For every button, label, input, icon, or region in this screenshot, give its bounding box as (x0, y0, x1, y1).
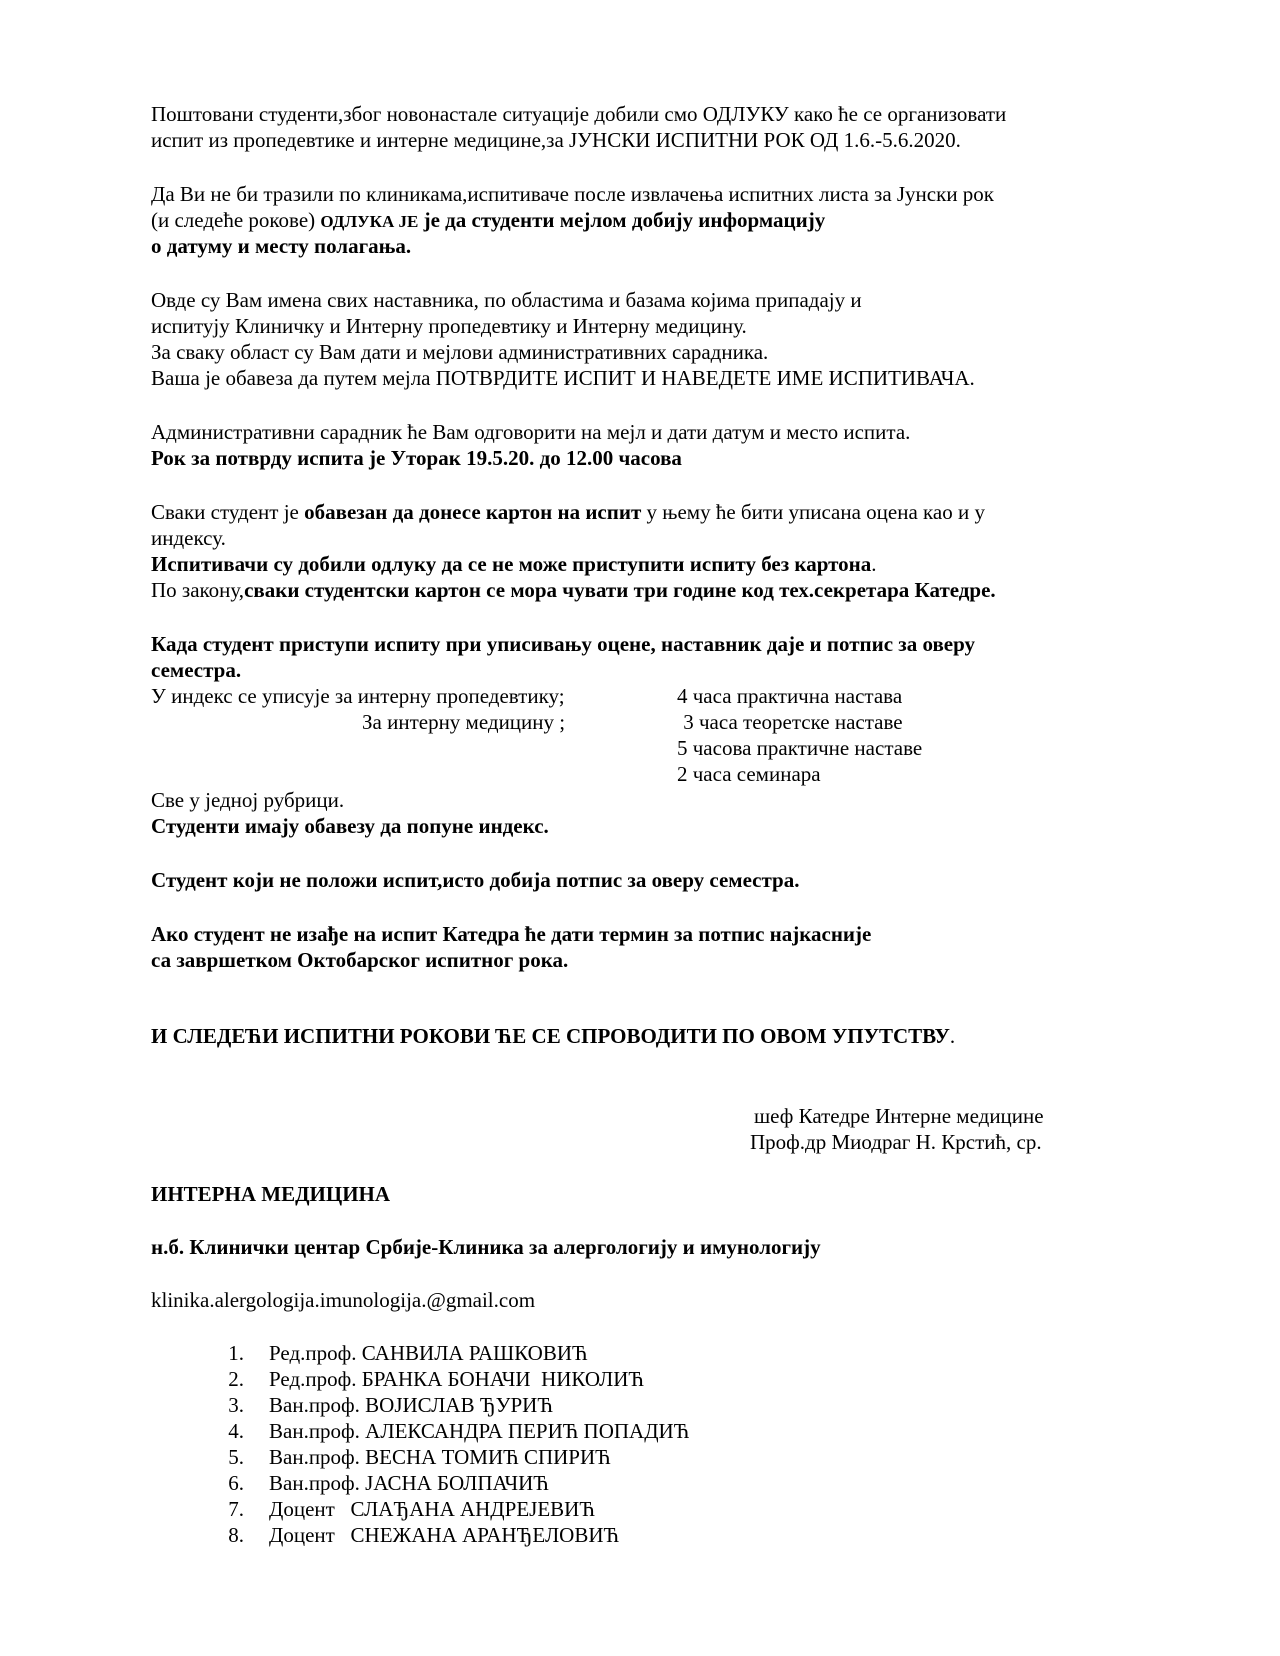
list-item-number: 3. (228, 1393, 244, 1417)
admin-deadline: Рок за потврду испита је Уторак 19.5.20. до 12.00 часова (151, 446, 682, 470)
intro-line-1: Поштовани студенти,због новонастале ситуације добили смо ОДЛУКУ како ће се организовати (151, 102, 1007, 126)
next-terms-dot: . (949, 1024, 956, 1048)
card-line-4-plain: По закону, (151, 578, 245, 602)
card-line-4-bold: сваки студентски картон се мора чувати три године код тех.секретара Катедре. (244, 578, 996, 602)
semester-line-1: Када студент приступи испиту при уписивању оцене, наставник даје и потпис за оверу (151, 632, 976, 656)
clinic-name: н.б. Клинички центар Србије-Клиника за алергологију и имунологију (151, 1235, 821, 1259)
card-line-3-dot: . (871, 552, 877, 576)
fail-note: Студент који не положи испит,исто добија потпис за оверу семестра. (151, 868, 800, 892)
card-line-2: индексу. (151, 526, 226, 550)
teachers-line-2: испитују Клиничку и Интерну пропедевтику и Интерну медицину. (151, 314, 747, 338)
absent-line-1: Ако студент не изађе на испит Катедра ће дати термин за потпис најкасније (151, 922, 872, 946)
list-item: Доцент СЛАЂАНА АНДРЕЈЕВИЋ (269, 1497, 595, 1521)
list-item-number: 1. (228, 1341, 244, 1365)
semester-line-2: семестра. (151, 658, 242, 682)
list-item: Ван.проф. ВЕСНА ТОМИЋ СПИРИЋ (269, 1445, 611, 1469)
card-line-1 (151, 499, 985, 525)
teachers-line-3: За сваку област су Вам дати и мејлови административних сарадника. (151, 340, 769, 364)
decision-caps: ОДЛУКА ЈЕ (320, 212, 419, 231)
card-line-1-rest: у њему ће бити уписана оцена као и у (641, 500, 985, 524)
medicine-value-3: 2 часа семинара (677, 762, 821, 786)
list-item-number: 5. (228, 1445, 244, 1469)
decision-line-1: Да Ви не би тразили по клиникама,испитиваче после извлачења испитних листа за Јунски рок (151, 182, 995, 206)
list-item: Ред.проф. БРАНКА БОНАЧИ НИКОЛИЋ (269, 1367, 644, 1391)
absent-line-2: са завршетком Октобарског испитног рока. (151, 948, 569, 972)
signature-line-1: шеф Катедре Интерне медицине (754, 1104, 1044, 1128)
list-item: Доцент СНЕЖАНА АРАНЂЕЛОВИЋ (269, 1523, 620, 1547)
decision-line-2 (151, 207, 825, 235)
card-line-4 (151, 577, 996, 603)
rubric-note: Све у једној рубрици. (151, 788, 345, 812)
propedeutics-label: У индекс се уписује за интерну пропедевтику; (151, 684, 565, 708)
list-item-number: 6. (228, 1471, 244, 1495)
signature-line-2: Проф.др Миодраг Н. Крстић, ср. (750, 1130, 1042, 1154)
card-line-3-bold: Испитивачи су добили одлуку да се не може приступити испиту без картона (151, 552, 872, 576)
decision-line-2-plain: (и следеће рокове) (151, 208, 321, 232)
clinic-email: klinika.alergologija.imunologija.@gmail.com (151, 1288, 536, 1312)
medicine-value-2: 5 часова практичне наставе (677, 736, 923, 760)
admin-line-1: Административни сарадник ће Вам одговорити на мејл и дати датум и место испита. (151, 420, 911, 444)
decision-bold: је да студенти мејлом добију информацију (418, 208, 826, 232)
next-terms-text: И СЛЕДЕЋИ ИСПИТНИ РОКОВИ ЋЕ СЕ СПРОВОДИТИ ПО ОВОМ УПУТСТВУ (151, 1024, 950, 1048)
card-line-1-bold: обавезан да донесе картон на испит (304, 500, 642, 524)
intro-line-2: испит из пропедевтике и интерне медицине,за ЈУНСКИ ИСПИТНИ РОК ОД 1.6.-5.6.2020. (151, 128, 961, 152)
list-item: Ред.проф. САНВИЛА РАШКОВИЋ (269, 1341, 588, 1365)
list-item-number: 7. (228, 1497, 244, 1521)
card-line-1-plain: Сваки студент је (151, 500, 305, 524)
list-item: Ван.проф. АЛЕКСАНДРА ПЕРИЋ ПОПАДИЋ (269, 1419, 690, 1443)
propedeutics-value: 4 часа практична настава (677, 684, 903, 708)
list-item-number: 2. (228, 1367, 244, 1391)
decision-line-3: о датуму и месту полагања. (151, 234, 412, 258)
medicine-value-1: 3 часа теоретске наставе (678, 710, 903, 734)
card-line-3 (151, 551, 877, 577)
index-duty: Студенти имају обавезу да попуне индекс. (151, 814, 549, 838)
list-item-number: 8. (228, 1523, 244, 1547)
teachers-line-4: Ваша је обавеза да путем мејла ПОТВРДИТЕ ИСПИТ И НАВЕДЕТЕ ИМЕ ИСПИТИВАЧА. (151, 366, 975, 390)
list-item: Ван.проф. ЈАСНА БОЛПАЧИЋ (269, 1471, 549, 1495)
teachers-line-1: Овде су Вам имена свих наставника, по областима и базама којима припадају и (151, 288, 862, 312)
medicine-label: За интерну медицину ; (362, 710, 566, 734)
list-item: Ван.проф. ВОЈИСЛАВ ЂУРИЋ (269, 1393, 553, 1417)
list-item-number: 4. (228, 1419, 244, 1443)
section-title: ИНТЕРНА МЕДИЦИНА (151, 1182, 391, 1206)
next-terms (151, 1023, 955, 1049)
